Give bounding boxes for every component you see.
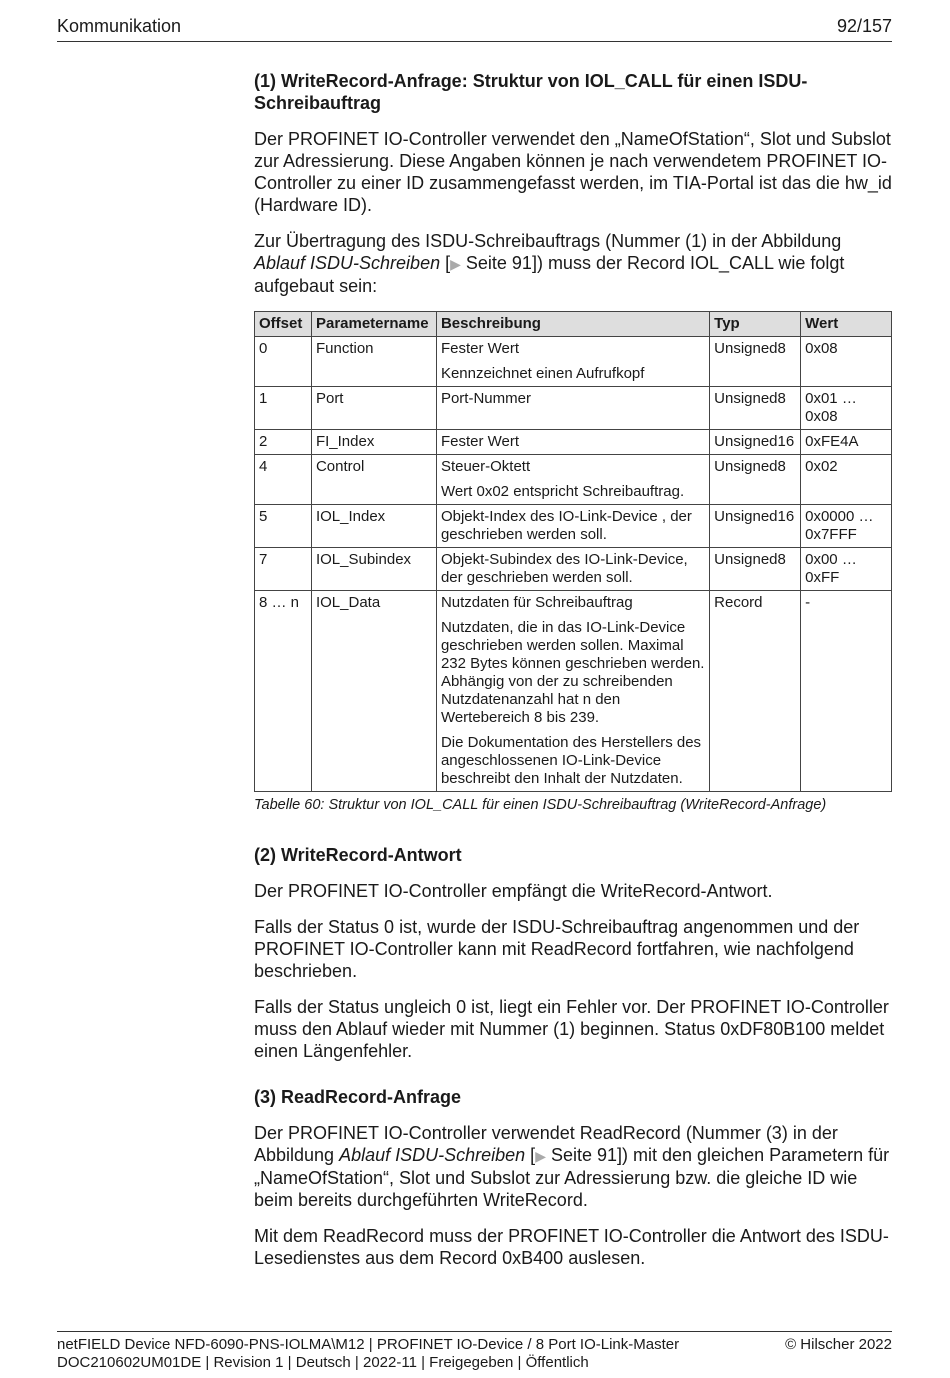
arrow-right-icon: ▶ (535, 1148, 546, 1164)
footer-doc-line: DOC210602UM01DE | Revision 1 | Deutsch | 2022-11 | Freigegeben | Öffentlich (57, 1354, 589, 1371)
section2-paragraph2: Falls der Status 0 ist, wurde der ISDU-Schreibauftrag angenommen und der PROFINET IO-Controller kann mit ReadRecord fortfahren, wie nachfolgend beschrieben. (254, 917, 860, 981)
col-header: Typ (710, 312, 801, 337)
section1-paragraph1: Der PROFINET IO-Controller verwendet den „NameOfStation“, Slot und Subslot zur Adressierung. Diese Angaben können je nach verwendetem PROFINET IO-Controller zu einer ID zusammengefasst werden, im TIA-Portal ist das die hw_id (Hardware ID). (254, 129, 892, 215)
figure-link[interactable]: Ablauf ISDU-Schreiben (339, 1145, 526, 1165)
table-row: 2 FI_Index Fester Wert Unsigned16 0xFE4A (255, 430, 892, 455)
col-header: Beschreibung (436, 312, 709, 337)
table-row: 4 Control Steuer-Oktett Wert 0x02 entspricht Schreibauftrag. Unsigned8 0x02 (255, 455, 892, 505)
page-footer (57, 1331, 892, 1372)
section3-heading: (3) ReadRecord-Anfrage (254, 1087, 462, 1107)
page-number: 92/157 (836, 16, 892, 36)
table-row: 8 … n IOL_Data Nutzdaten für Schreibauftrag Nutzdaten, die in das IO-Link-Device geschrieben werden sollen. Maximal 232 Bytes können geschrieben werden. Abhängig von der zu schreibenden Nutzdatenanzahl hat n den Wertebereich 8 bis 239. Die Dokumentation des Herstellers des angeschlossenen IO-Link-Device beschreibt den Inhalt der Nutzdaten. Record - (255, 591, 892, 792)
section2-paragraph3: Falls der Status ungleich 0 ist, liegt ein Fehler vor. Der PROFINET IO-Controller muss den Ablauf wieder mit Nummer (1) beginnen. Status 0xDF80B100 meldet einen Längenfehler. (254, 997, 889, 1061)
header-section: Kommunikation (57, 16, 182, 36)
section2-paragraph1: Der PROFINET IO-Controller empfängt die WriteRecord-Antwort. (254, 881, 773, 901)
figure-link[interactable]: Ablauf ISDU-Schreiben (254, 253, 441, 273)
col-header: Wert (801, 312, 892, 337)
section2-heading: (2) WriteRecord-Antwort (254, 845, 462, 865)
table-caption: Tabelle 60: Struktur von IOL_CALL für einen ISDU-Schreibauftrag (WriteRecord-Anfrage) (254, 797, 827, 813)
arrow-right-icon: ▶ (450, 256, 461, 272)
table-row: 1 Port Port-Nummer Unsigned8 0x01 … 0x08 (255, 387, 892, 430)
table-row: 5 IOL_Index Objekt-Index des IO-Link-Device , der geschrieben werden soll. Unsigned16 0x0000 … 0x7FFF (255, 505, 892, 548)
main-content (254, 70, 894, 1283)
footer-product-line: netFIELD Device NFD-6090-PNS-IOLMA\M12 | PROFINET IO-Device / 8 Port IO-Link-Master (57, 1336, 680, 1353)
section1-heading: (1) WriteRecord-Anfrage: Struktur von IOL_CALL für einen ISDU-Schreibauftrag (254, 71, 808, 113)
footer-copyright: © Hilscher 2022 (785, 1336, 892, 1353)
col-header: Offset (255, 312, 312, 337)
section1-paragraph2: Zur Übertragung des ISDU-Schreibauftrags (Nummer (1) in der Abbildung Ablauf ISDU-Schreiben [▶ Seite 91]) muss der Record IOL_CALL wie folgt aufgebaut sein: (254, 231, 845, 296)
table-row: 0 Function Fester Wert Kennzeichnet einen Aufrufkopf Unsigned8 0x08 (255, 337, 892, 387)
page-header (57, 16, 892, 42)
col-header: Parametername (311, 312, 436, 337)
table-row: 7 IOL_Subindex Objekt-Subindex des IO-Link-Device, der geschrieben werden soll. Unsigned8 0x00 … 0xFF (255, 548, 892, 591)
section3-paragraph1: Der PROFINET IO-Controller verwendet ReadRecord (Nummer (3) in der Abbildung Ablauf ISDU-Schreiben [▶ Seite 91]) mit den gleichen Parametern für „NameOfStation“, Slot und Subslot zur Adressierung bzw. die gleiche ID wie beim bereits durchgeführten WriteRecord. (254, 1123, 890, 1210)
table-header-row (255, 312, 892, 337)
iol-call-table (254, 311, 892, 792)
section3-paragraph2: Mit dem ReadRecord muss der PROFINET IO-Controller die Antwort des ISDU-Lesedienstes aus dem Record 0xB400 auslesen. (254, 1226, 889, 1268)
